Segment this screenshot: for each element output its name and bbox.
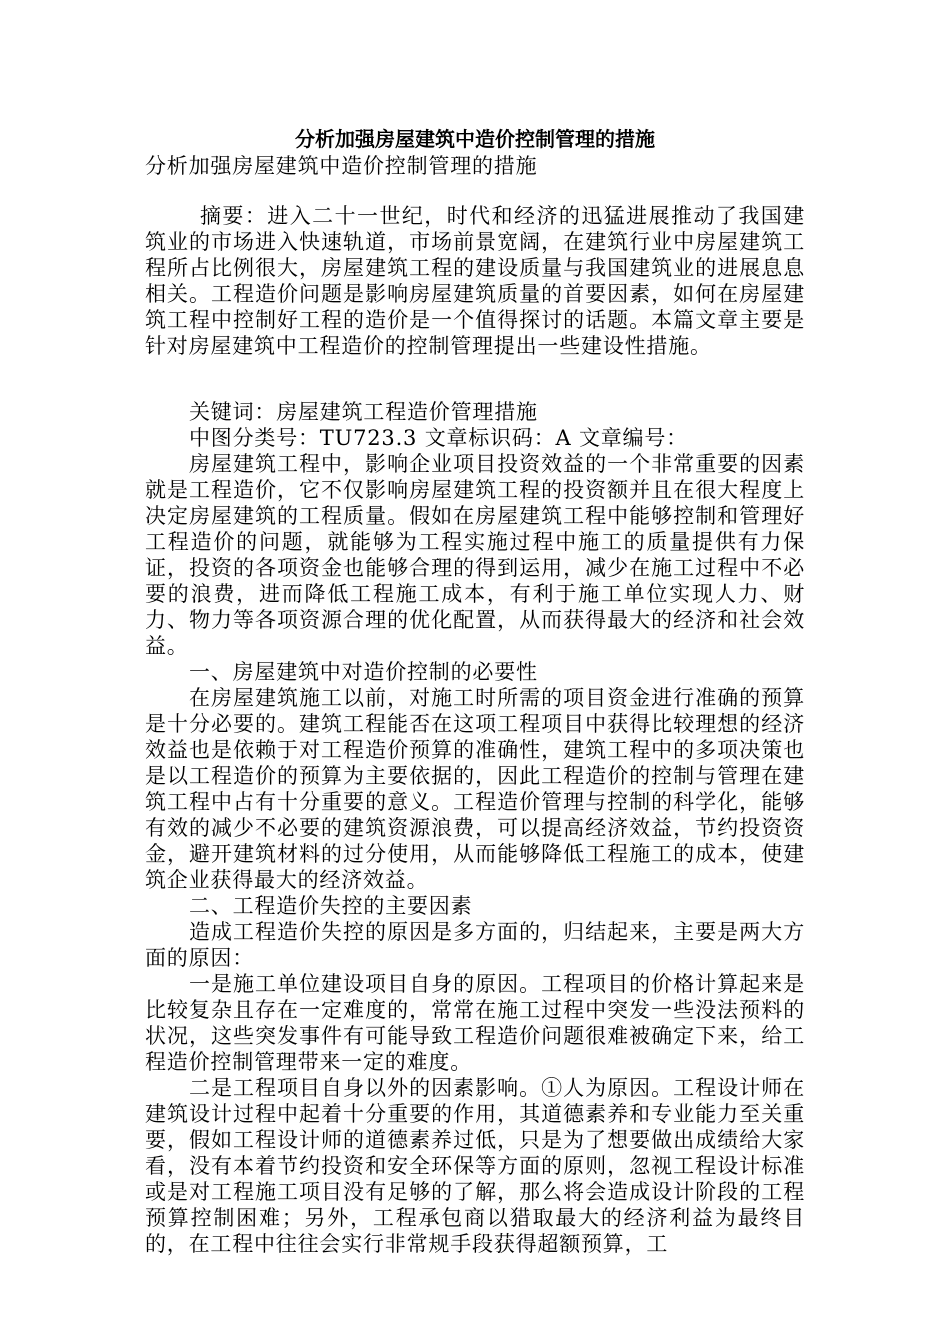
body-paragraph: 二是工程项目自身以外的因素影响。①人为原因。工程设计师在建筑设计过程中起着十分重要的作用，其道德素养和专业能力至关重要，假如工程设计师的道德素养过低，只是为了想要做出成绩给大家看，没有本着节约投资和安全环保等方面的原则，忽视工程设计标准或是对工程施工项目没有足够的了解，那么将会造成设计阶段的工程预算控制困难；另外，工程承包商以猎取最大的经济利益为最终目的，在工程中往往会实行非常规手段获得超额预算，工 — [145, 1076, 805, 1256]
document-subtitle: 分析加强房屋建筑中造价控制管理的措施 — [145, 154, 538, 178]
classification-line: 中图分类号：TU723.3 文章标识码：A 文章编号： — [189, 426, 688, 450]
body-paragraph: 房屋建筑工程中，影响企业项目投资效益的一个非常重要的因素就是工程造价，它不仅影响房屋建筑工程的投资额并且在很大程度上决定房屋建筑的工程质量。假如在房屋建筑工程中能够控制和管理好工程造价的问题，就能够为工程实施过程中施工的质量提供有力保证，投资的各项资金也能够合理的得到运用，减少在施工过程中不必要的浪费，进而降低工程施工成本，有利于施工单位实现人力、财力、物力等各项资源合理的优化配置，从而获得最大的经济和社会效益。 — [145, 452, 805, 658]
keywords-line: 关键词：房屋建筑工程造价管理措施 — [189, 400, 538, 424]
body-paragraph: 造成工程造价失控的原因是多方面的，归结起来，主要是两大方面的原因： — [145, 920, 805, 970]
abstract-paragraph: 摘要：进入二十一世纪，时代和经济的迅猛进展推动了我国建筑业的市场进入快速轨道，市场前景宽阔，在建筑行业中房屋建筑工程所占比例很大，房屋建筑工程的建设质量与我国建筑业的进展息息相关。工程造价问题是影响房屋建筑质量的首要因素，如何在房屋建筑工程中控制好工程的造价是一个值得探讨的话题。本篇文章主要是针对房屋建筑中工程造价的控制管理提出一些建设性措施。 — [145, 204, 805, 358]
body-paragraph: 一是施工单位建设项目自身的原因。工程项目的价格计算起来是比较复杂且存在一定难度的，常常在施工过程中突发一些没法预料的状况，这些突发事件有可能导致工程造价问题很难被确定下来，给工程造价控制管理带来一定的难度。 — [145, 972, 805, 1074]
section-heading: 一、房屋建筑中对造价控制的必要性 — [189, 660, 538, 684]
main-body — [145, 399, 805, 1257]
body-paragraph: 在房屋建筑施工以前，对施工时所需的项目资金进行准确的预算是十分必要的。建筑工程能否在这项工程项目中获得比较理想的经济效益也是依赖于对工程造价预算的准确性，建筑工程中的多项决策也是以工程造价的预算为主要依据的，因此工程造价的控制与管理在建筑工程中占有十分重要的意义。工程造价管理与控制的科学化，能够有效的减少不必要的建筑资源浪费，可以提高经济效益，节约投资资金，避开建筑材料的过分使用，从而能够降低工程施工的成本，使建筑企业获得最大的经济效益。 — [145, 686, 805, 892]
abstract-section — [145, 203, 805, 359]
document-title: 分析加强房屋建筑中造价控制管理的措施 — [295, 127, 655, 151]
section-heading: 二、工程造价失控的主要因素 — [189, 894, 473, 918]
